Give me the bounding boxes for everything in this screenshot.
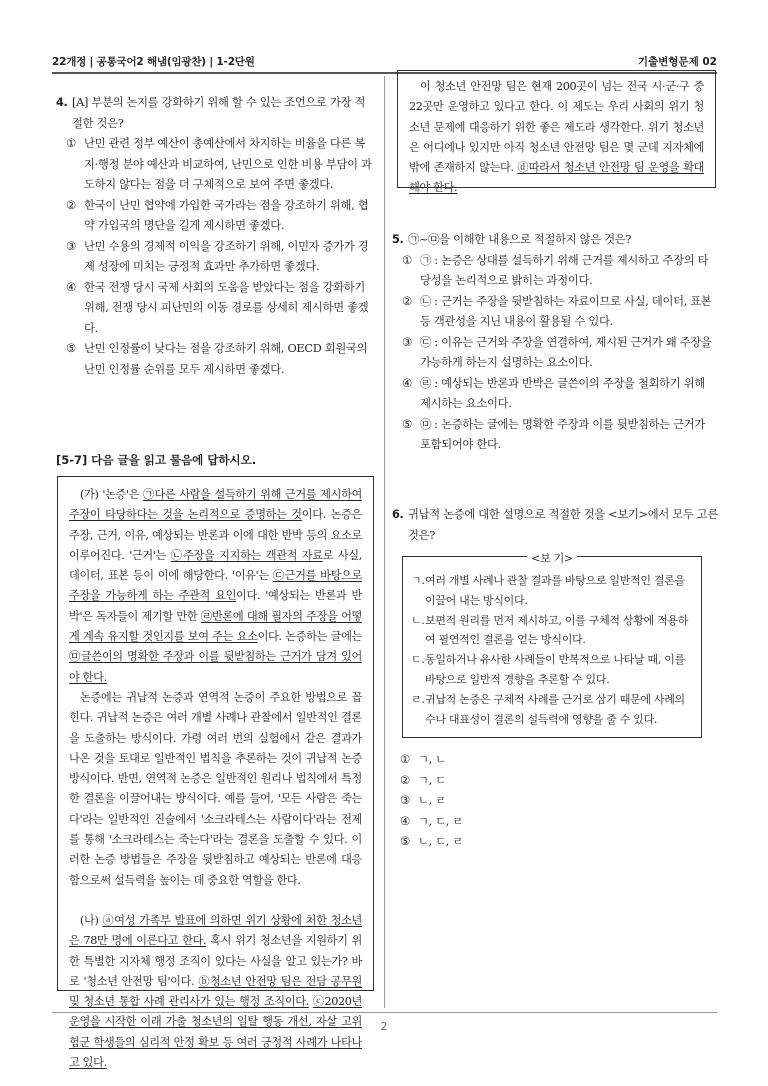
option-text: ㉠ : 논증은 상대를 설득하기 위해 근거를 제시하고 주장의 타당성을 논리적으로 밝히는 과정이다.: [420, 253, 709, 287]
option-number: ④: [400, 814, 410, 828]
passage-text: 이다. 논증하는 글에는: [257, 630, 363, 644]
option-number: ④: [402, 376, 412, 390]
answer-option-4[interactable]: [400, 812, 718, 833]
option-text: 난민 수용의 경제적 이익을 강조하기 위해, 이민자 증가가 경제 성장에 미치는 긍정적 효과만 추가하면 좋겠다.: [84, 239, 369, 273]
question-text: [A] 부분의 논지를 강화하기 위해 할 수 있는 조언으로 가장 적절한 것은?: [72, 96, 366, 130]
question-4: [56, 93, 374, 380]
bogi-item-label: ㄱ.: [411, 574, 425, 587]
answer-option-2[interactable]: [402, 292, 718, 333]
bogi-item-label: ㄴ.: [411, 613, 425, 627]
answer-option-4[interactable]: [402, 374, 718, 415]
header-course-info: 22개정 | 공통국어2 해냄(임광찬) | 1-2단원: [52, 56, 255, 68]
option-text: ㄱ, ㄷ: [418, 773, 446, 787]
passage-paragraph-4: [409, 77, 704, 199]
reading-passage: [57, 476, 374, 1070]
option-text: 난민 관련 정부 예산이 총예산에서 차지하는 비율을 다른 복지·행정 분야 예산과 비교하여, 난민으로 인한 비용 부담이 과도하지 않다는 점을 더 구체적으로 보여 주면 좋겠다.: [84, 137, 372, 191]
underlined-segment-a: ⓐ여성 가족부 발표에 의하면 위기 상황에 처한 청소년은 78만 명에 이른다고 한다.: [69, 913, 362, 948]
bogi-title: [403, 549, 701, 569]
option-text: ㉣ : 예상되는 반론과 반박은 글쓴이의 주장을 철회하기 위해 제시하는 요소이다.: [420, 376, 705, 410]
option-text: ㉤ : 논증하는 글에는 명확한 주장과 이를 뒷받침하는 근거가 포함되어야 한다.: [420, 417, 705, 451]
answer-option-5[interactable]: [66, 339, 374, 380]
option-text: ㉢ : 이유는 근거와 주장을 연결하여, 제시된 근거가 왜 주장을 가능하게 하는지 설명하는 요소이다.: [420, 335, 712, 369]
underlined-segment-4: ㉣반론에 대해 필자의 주장을 어떻게 계속 유지할 것인지를 보여 주는 요소: [69, 609, 362, 644]
header-worksheet-title: 기출변형문제 02: [637, 56, 717, 68]
question-text: 귀납적 논증에 대한 설명으로 적절한 것을 <보기>에서 모두 고른 것은?: [408, 508, 718, 542]
option-number: ⑤: [66, 342, 76, 355]
question-4-stem: [56, 93, 374, 134]
bogi-item-4: [411, 690, 693, 730]
bogi-item-text: 여러 개별 사례나 관찰 결과를 바탕으로 일반적인 결론을 이끌어 내는 방식이다.: [425, 574, 685, 607]
bogi-item-3: [411, 650, 693, 690]
question-6: [392, 505, 718, 853]
bogi-title-text: <보 기>: [527, 552, 577, 565]
question-number: 5.: [392, 233, 404, 246]
underlined-segment-c: ⓒ2020년 운영을 시작한 이래 가출 청소년의 일탈 행동 개선, 자살 고위험군 학생들의 심리적 안정 확보 등 여러 긍정적 사례가 나타나고 있다.: [69, 995, 362, 1070]
option-number: ②: [66, 198, 76, 212]
question-6-stem: [392, 505, 718, 546]
underlined-segment-d: ⓓ따라서 청소년 안전망 팀 운영을 확대해야 한다.: [409, 161, 704, 195]
underlined-segment-3: ㉢근거를 바탕으로 주장을 가능하게 하는 주관적 요인: [69, 569, 362, 603]
bogi-item-text: 보편적 원리를 먼저 제시하고, 이를 구체적 상황에 적용하여 필연적인 결론을 얻는 방식이다.: [425, 613, 689, 647]
option-number: ②: [402, 294, 412, 308]
passage-text: 혹시 위기 청소년을 지원하기 위한 특별한 지자체 행정 조직이 있다는 사실을 알고 있는가? 바로 '청소년 안전망 팀'이다.: [69, 934, 362, 988]
option-text: 난민 인정률이 낮다는 점을 강조하기 위해, OECD 회원국의 난민 인정률 순위를 모두 제시하면 좋겠다.: [84, 342, 368, 376]
bogi-item-1: [411, 571, 693, 611]
passage-paragraph-2: 논증에는 귀납적 논증과 연역적 논증이 주요한 방법으로 꼽힌다. 귀납적 논증은 여러 개별 사례나 관찰에서 일반적인 결론을 도출하는 방식이다. 가령 여러 번의 실험에서 같은 결과가 나온 것을 토대로 일반적인 법칙을 추론하는 것이 귀납적 논증 방식이다. 반면, 연역적 논증은 일반적인 원리나 법칙에서 특정한 결론을 이끌어내는 방식이다. 예를 들어, '모든 사람은 죽는다'라는 일반적인 진술에서 '소크라테스는 사람이다'라는 전제를 통해 '소크라테스는 죽는다'라는 결론을 도출할 수 있다. 이러한 논증 방법들은 주장을 뒷받침하고 예상되는 반론에 대응함으로써 설득력을 높이는 데 중요한 역할을 한다.: [69, 690, 363, 887]
answer-option-3[interactable]: [66, 237, 374, 278]
reading-passage-continued: [397, 70, 716, 195]
answer-option-1[interactable]: [66, 134, 374, 196]
option-text: ㄱ, ㄴ: [418, 753, 446, 767]
answer-option-3[interactable]: [402, 333, 718, 374]
passage-paragraph-1: [69, 485, 362, 688]
question-5: [392, 230, 718, 456]
option-text: ㄴ, ㄷ, ㄹ: [418, 835, 464, 849]
passage-text: (가) '논증'은: [80, 488, 144, 501]
passage-text: 로 사실, 데이터, 표본 등이 이에 해당한다. '이유'는: [69, 548, 362, 583]
option-text: 한국이 난민 협약에 가입한 국가라는 점을 강조하기 위해, 협약 가입국의 명단을 길게 제시하면 좋겠다.: [84, 198, 369, 232]
page-header: [52, 52, 717, 72]
page-number: 2: [380, 1020, 388, 1033]
answer-option-5[interactable]: [400, 832, 718, 853]
question-number: 6.: [392, 508, 404, 521]
option-number: ④: [66, 280, 76, 294]
underlined-segment-5: ㉤글쓴이의 명확한 주장과 이를 뒷받침하는 근거가 담겨 있어야 한다.: [69, 650, 362, 684]
option-number: ③: [402, 335, 412, 349]
option-number: ①: [66, 137, 76, 150]
underlined-segment-2: ㉡주장을 지지하는 객관적 자료: [170, 548, 323, 562]
bogi-item-label: ㄷ.: [411, 653, 425, 667]
option-number: ③: [66, 239, 76, 253]
bogi-item-text: 귀납적 논증은 구체적 사례를 근거로 삼기 때문에 사례의 수나 대표성이 결론의 설득력에 영향을 줄 수 있다.: [425, 692, 685, 726]
answer-option-2[interactable]: [400, 771, 718, 792]
footer-rule: [52, 1012, 717, 1013]
column-divider: [384, 76, 385, 1008]
bogi-item-label: ㄹ.: [411, 692, 425, 706]
passage-text: 이 청소년 안전망 팀은 현재 200곳이 넘는 전국 시·군·구 중 22곳만 운영하고 있다고 한다. 이 제도는 우리 사회의 위기 청소년 문제에 대응하기 위한 좋은 제도라 생각한다. 위기 청소년은 어디에나 있지만 아직 청소년 안전망 팀은 몇 군데 지자체에밖에 존재하지 않는다.: [409, 80, 704, 175]
answer-option-1[interactable]: [402, 251, 718, 292]
option-number: ①: [402, 253, 412, 267]
underlined-segment-1: ㉠다른 사람을 설득하기 위해 근거를 제시하여 주장이 타당하다는 것을 논리적으로 증명하는 것: [69, 488, 362, 522]
option-number: ①: [400, 753, 410, 767]
option-text: 한국 전쟁 당시 국제 사회의 도움을 받았다는 점을 강화하기 위해, 전쟁 당시 피난민의 이동 경로를 상세히 제시하면 좋겠다.: [84, 280, 369, 335]
option-number: ⑤: [402, 417, 412, 431]
passage-text: 이다. '예상되는 반론과 반박'은 독자들이 제기할 만한: [69, 589, 362, 623]
question-5-stem: [392, 230, 718, 251]
option-number: ②: [400, 773, 410, 787]
answer-options: [392, 750, 718, 853]
question-text: ㉠~㉤을 이해한 내용으로 적절하지 않은 것은?: [408, 233, 632, 246]
bogi-item-text: 동일하거나 유사한 사례들이 반복적으로 나타날 때, 이를 바탕으로 일반적 경향을 추론할 수 있다.: [425, 653, 685, 686]
answer-option-2[interactable]: [66, 196, 374, 237]
answer-option-3[interactable]: [400, 791, 718, 812]
answer-option-4[interactable]: [66, 278, 374, 340]
question-number: 4.: [56, 96, 68, 109]
option-text: ㉡ : 근거는 주장을 뒷받침하는 자료이므로 사실, 데이터, 표본 등 객관성을 지닌 내용이 활용될 수 있다.: [420, 294, 712, 328]
answer-option-5[interactable]: [402, 415, 718, 456]
bogi-box: [402, 552, 702, 738]
underlined-segment-b: ⓑ청소년 안전망 팀은 전담 공무원 및 청소년 통합 사례 관리사가 있는 행정 조직이다.: [69, 974, 362, 1009]
option-text: ㄴ, ㄹ: [418, 794, 446, 808]
answer-option-1[interactable]: [400, 750, 718, 771]
option-text: ㄱ, ㄷ, ㄹ: [418, 814, 464, 828]
bogi-item-2: [411, 611, 693, 651]
passage-text: (나): [80, 913, 103, 927]
passage-text: 이다. 논증은 주장, 근거, 이유, 예상되는 반론과 이에 대한 반박 등의 요소로 이루어진다. '근거'는: [69, 508, 362, 562]
section-heading: [5-7] 다음 글을 읽고 물음에 답하시오.: [56, 453, 257, 467]
option-number: ⑤: [400, 835, 410, 849]
option-number: ③: [400, 794, 410, 808]
passage-paragraph-3: [69, 911, 362, 1073]
